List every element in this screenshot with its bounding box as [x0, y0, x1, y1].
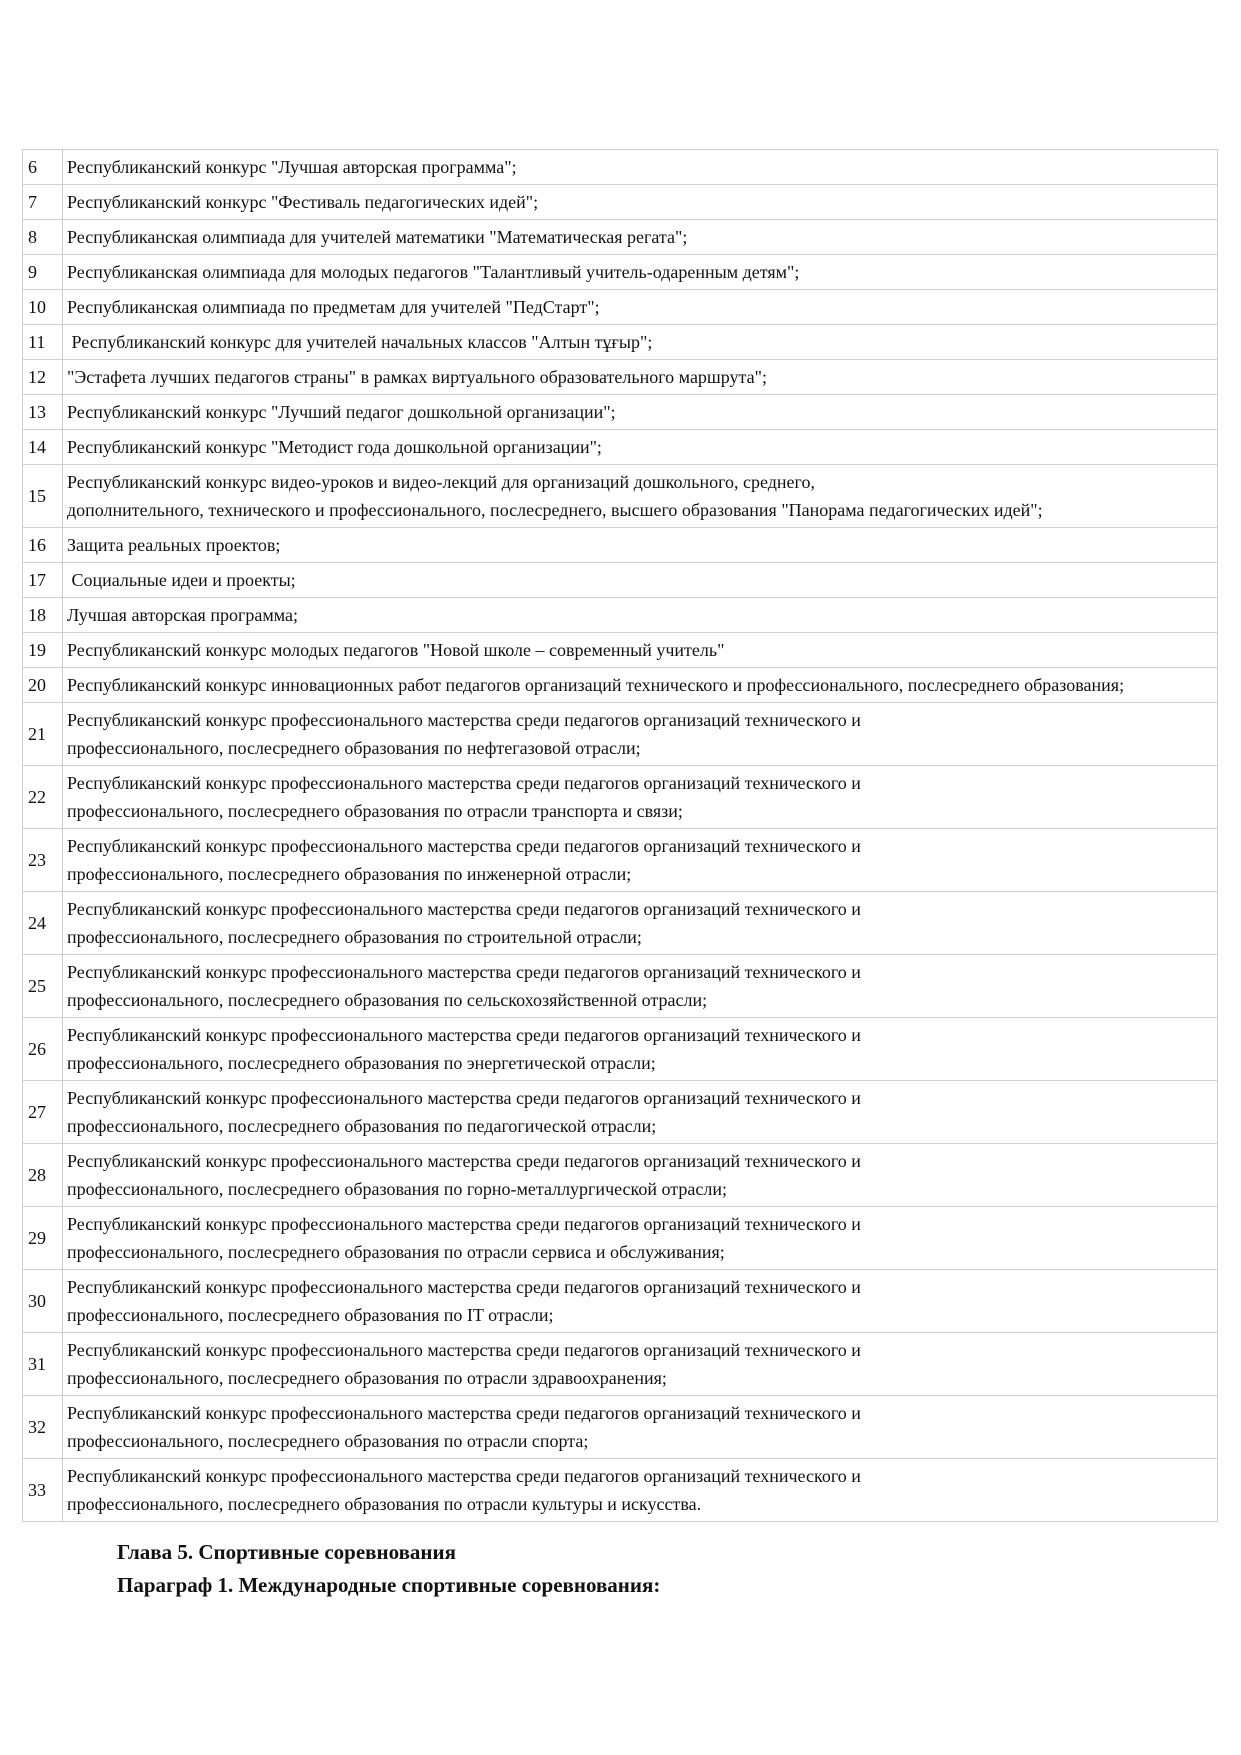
competition-name: Республиканский конкурс профессионального мастерства среди педагогов организаций технического и профессионального, послесреднего образования по педагогической отрасли; [63, 1081, 1218, 1144]
table-row [23, 668, 1218, 703]
row-number: 11 [23, 325, 63, 360]
competition-name: Защита реальных проектов; [63, 528, 1218, 563]
table-row [23, 703, 1218, 766]
row-number: 16 [23, 528, 63, 563]
row-number: 12 [23, 360, 63, 395]
competitions-table-body [23, 150, 1218, 1522]
row-number: 33 [23, 1459, 63, 1522]
table-row [23, 150, 1218, 185]
table-row [23, 955, 1218, 1018]
table-row [23, 1459, 1218, 1522]
competition-name: Республиканский конкурс "Фестиваль педагогических идей"; [63, 185, 1218, 220]
competition-name: Республиканский конкурс профессионального мастерства среди педагогов организаций технического и профессионального, послесреднего образования по отрасли транспорта и связи; [63, 766, 1218, 829]
competition-name: Республиканский конкурс профессионального мастерства среди педагогов организаций технического и профессионального, послесреднего образования по строительной отрасли; [63, 892, 1218, 955]
table-row [23, 892, 1218, 955]
competitions-table [22, 149, 1218, 1522]
table-row [23, 633, 1218, 668]
competition-name: Республиканский конкурс профессионального мастерства среди педагогов организаций технического и профессионального, послесреднего образования по отрасли сервиса и обслуживания; [63, 1207, 1218, 1270]
table-row [23, 185, 1218, 220]
row-number: 14 [23, 430, 63, 465]
table-row [23, 563, 1218, 598]
table-row [23, 360, 1218, 395]
competition-name: Республиканский конкурс "Лучшая авторская программа"; [63, 150, 1218, 185]
row-number: 24 [23, 892, 63, 955]
competition-name: Республиканский конкурс профессионального мастерства среди педагогов организаций технического и профессионального, послесреднего образования по нефтегазовой отрасли; [63, 703, 1218, 766]
row-number: 32 [23, 1396, 63, 1459]
paragraph-heading: Параграф 1. Международные спортивные соревнования: [117, 1573, 661, 1597]
table-row [23, 1207, 1218, 1270]
competition-name: Республиканский конкурс видео-уроков и видео-лекций для организаций дошкольного, среднего, дополнительного, технического и профессионального, послесреднего, высшего образования "Панорама педагогических идей"; [63, 465, 1218, 528]
row-number: 30 [23, 1270, 63, 1333]
row-number: 26 [23, 1018, 63, 1081]
row-number: 21 [23, 703, 63, 766]
competition-name: Республиканский конкурс "Методист года дошкольной организации"; [63, 430, 1218, 465]
competition-name: Республиканский конкурс молодых педагогов "Новой школе – современный учитель" [63, 633, 1218, 668]
row-number: 31 [23, 1333, 63, 1396]
table-row [23, 255, 1218, 290]
table-row [23, 220, 1218, 255]
row-number: 22 [23, 766, 63, 829]
competition-name: Республиканская олимпиада по предметам для учителей "ПедСтарт"; [63, 290, 1218, 325]
row-number: 15 [23, 465, 63, 528]
table-row [23, 829, 1218, 892]
row-number: 19 [23, 633, 63, 668]
row-number: 9 [23, 255, 63, 290]
row-number: 10 [23, 290, 63, 325]
row-number: 8 [23, 220, 63, 255]
competition-name: Социальные идеи и проекты; [63, 563, 1218, 598]
table-row [23, 325, 1218, 360]
competition-name: Лучшая авторская программа; [63, 598, 1218, 633]
competition-name: Республиканский конкурс профессионального мастерства среди педагогов организаций технического и профессионального, послесреднего образования по отрасли культуры и искусства. [63, 1459, 1218, 1522]
row-number: 20 [23, 668, 63, 703]
table-row [23, 1270, 1218, 1333]
row-number: 13 [23, 395, 63, 430]
row-number: 25 [23, 955, 63, 1018]
table-row [23, 528, 1218, 563]
table-row [23, 1333, 1218, 1396]
row-number: 6 [23, 150, 63, 185]
table-row [23, 766, 1218, 829]
competition-name: Республиканская олимпиада для учителей математики "Математическая регата"; [63, 220, 1218, 255]
row-number: 23 [23, 829, 63, 892]
competition-name: Республиканский конкурс профессионального мастерства среди педагогов организаций технического и профессионального, послесреднего образования по сельскохозяйственной отрасли; [63, 955, 1218, 1018]
table-row [23, 598, 1218, 633]
chapter-heading: Глава 5. Спортивные соревнования [117, 1540, 456, 1564]
competition-name: Республиканский конкурс профессионального мастерства среди педагогов организаций технического и профессионального, послесреднего образования по инженерной отрасли; [63, 829, 1218, 892]
table-row [23, 430, 1218, 465]
table-row [23, 1018, 1218, 1081]
competition-name: Республиканский конкурс "Лучший педагог дошкольной организации"; [63, 395, 1218, 430]
competition-name: Республиканский конкурс профессионального мастерства среди педагогов организаций технического и профессионального, послесреднего образования по отрасли спорта; [63, 1396, 1218, 1459]
competition-name: Республиканский конкурс профессионального мастерства среди педагогов организаций технического и профессионального, послесреднего образования по отрасли здравоохранения; [63, 1333, 1218, 1396]
row-number: 28 [23, 1144, 63, 1207]
competition-name: Республиканский конкурс профессионального мастерства среди педагогов организаций технического и профессионального, послесреднего образования по IT отрасли; [63, 1270, 1218, 1333]
competition-name: Республиканский конкурс профессионального мастерства среди педагогов организаций технического и профессионального, послесреднего образования по горно-металлургической отрасли; [63, 1144, 1218, 1207]
row-number: 17 [23, 563, 63, 598]
table-row [23, 465, 1218, 528]
table-row [23, 1081, 1218, 1144]
row-number: 29 [23, 1207, 63, 1270]
competition-name: Республиканская олимпиада для молодых педагогов "Талантливый учитель-одаренным детям"; [63, 255, 1218, 290]
row-number: 7 [23, 185, 63, 220]
competition-name: Республиканский конкурс для учителей начальных классов "Алтын тұғыр"; [63, 325, 1218, 360]
table-row [23, 290, 1218, 325]
table-row [23, 1396, 1218, 1459]
competition-name: Республиканский конкурс профессионального мастерства среди педагогов организаций технического и профессионального, послесреднего образования по энергетической отрасли; [63, 1018, 1218, 1081]
competition-name: Республиканский конкурс инновационных работ педагогов организаций технического и профессионального, послесреднего образования; [63, 668, 1218, 703]
row-number: 18 [23, 598, 63, 633]
table-row [23, 395, 1218, 430]
table-row [23, 1144, 1218, 1207]
competition-name: "Эстафета лучших педагогов страны" в рамках виртуального образовательного маршрута"; [63, 360, 1218, 395]
row-number: 27 [23, 1081, 63, 1144]
